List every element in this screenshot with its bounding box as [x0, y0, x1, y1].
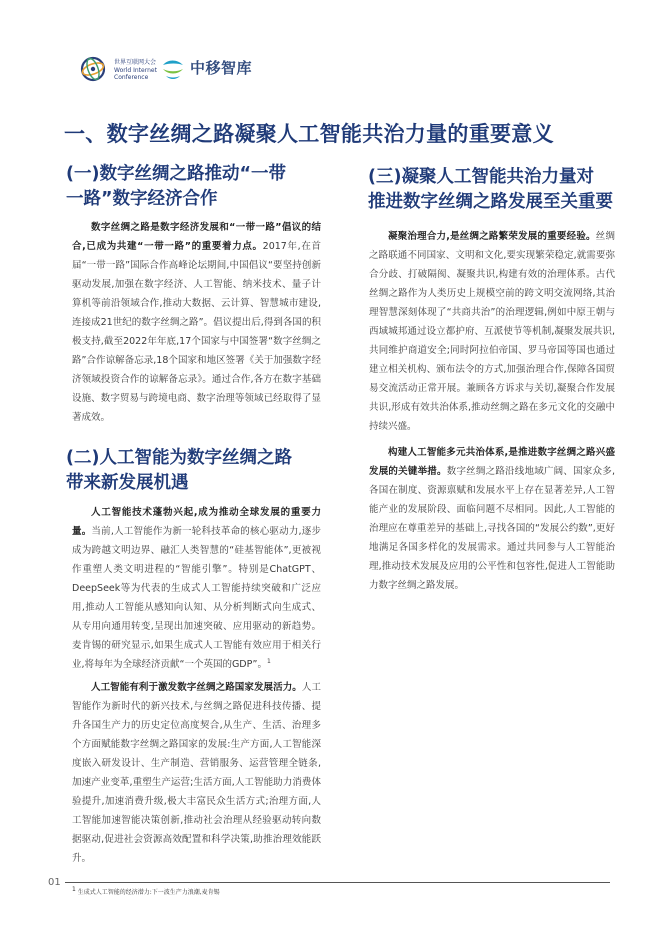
- globe-icon: [78, 54, 108, 84]
- section1-body: 2017年,在首届“一带一路”国际合作高峰论坛期间,中国倡议“要坚持创新驱动发展,加强在数字经济、人工智能、纳米技术、量子计算机等前沿领域合作,推动大数据、云计算、智慧城市建设,连接成21世纪的数字丝绸之路”。倡议提出后,得到各国的积极支持,截至2022年年底,17个国家与中国签署“数字丝绸之路”合作谅解备忘录,18个国家和地区签署《关于加强数字经济领域投资合作的谅解备忘录》。通过合作,各方在数字基础设施、数字贸易与跨境电商、数字治理等领域已经取得了显著成效。: [72, 241, 321, 423]
- footnote-text: 生成式人工智能的经济潜力:下一波生产力浪潮,麦肯锡: [77, 889, 220, 896]
- section2-body-2: 人工智能作为新时代的新兴技术,与丝绸之路促进科技传播、提升各国生产力的历史定位高度契合,从生产、生活、治理多个方面赋能数字丝绸之路国家的发展:生产方面,人工智能深度嵌入研发设计、生产制造、营销服务、运营管理全链条,加速产业变革,重塑生产运营;生活方面,人工智能助力消费体验提升,加速消费升级,极大丰富民众生活方式;治理方面,人工智能加速智能决策创新,推动社会治理从经验驱动转向数据驱动,促进社会资源高效配置和科学决策,助推治理效能跃升。: [72, 682, 321, 864]
- wic-logo-en-2: Conference: [114, 74, 149, 81]
- footnote: [72, 887, 220, 896]
- section3-lead-1: 凝聚治理合力,是丝绸之路繁荣发展的重要经验。: [388, 231, 596, 242]
- section3-title-line2: 推进数字丝绸之路发展至关重要: [368, 192, 613, 212]
- section2-lead-2: 人工智能有利于激发数字丝绸之路国家发展活力。: [91, 682, 302, 693]
- footnote-divider: [65, 882, 610, 883]
- section2-title-line2: 带来新发展机遇: [66, 473, 189, 493]
- page-number: 01: [48, 877, 61, 888]
- section1-paragraph: [72, 218, 321, 427]
- section2-title-line1: (二)人工智能为数字丝绸之路: [66, 448, 292, 468]
- cm-think-tank-logo: [160, 55, 270, 83]
- wic-logo-en-1: World Internet: [114, 66, 157, 74]
- section2-title: [66, 446, 328, 496]
- footnote-ref: 1: [266, 657, 271, 665]
- section3-title-line1: (三)凝聚人工智能共治力量对: [368, 167, 594, 187]
- section2-body-1: 当前,人工智能作为新一轮科技革命的核心驱动力,逐步成为跨越文明边界、融汇人类智慧的“硅基智能体”,更被视作重塑人类文明进程的“智能引擎”。特别是ChatGPT、DeepSeek等为代表的生成式人工智能持续突破和广泛应用,推动人工智能从感知向认知、从分析判断式向生成式、从专用向通用转变,呈现出加速突破、应用驱动的新趋势。麦肯锡的研究显示,如果生成式人工智能有效应用于相关行业,将每年为全球经济贡献“一个英国的GDP”。: [72, 526, 321, 670]
- section1-title: [66, 162, 328, 212]
- section1-title-line2: 一路”数字经济合作: [66, 189, 218, 209]
- section3-paragraph-2: [369, 443, 615, 595]
- section2-paragraph-1: [72, 503, 321, 674]
- section3-body-1: 丝绸之路联通不同国家、文明和文化,要实现繁荣稳定,就需要弥合分歧、打破隔阂、凝聚共识,构建有效的治理体系。古代丝绸之路作为人类历史上规模空前的跨文明交流网络,其治理智慧深刻体现了“共商共治”的治理逻辑,例如中原王朝与西域城邦通过设立都护府、互派使节等机制,凝聚发展共识,共同维护商道安全;同时阿拉伯帝国、罗马帝国等国也通过建立相关机构、颁布法令的方式,加强治理合作,保障各国贸易交流活动正常开展。兼顾各方诉求与关切,凝聚合作发展共识,形成有效共治体系,推动丝绸之路在多元文化的交融中持续兴盛。: [369, 231, 615, 432]
- wic-logo-cn: 世界互联网大会: [114, 59, 157, 66]
- section2-lead-1: 人工智能技术蓬勃兴起,成为推动全球发展的重要力量。: [72, 507, 321, 537]
- section3-lead-2: 构建人工智能多元共治体系,是推进数字丝绸之路兴盛发展的关键举措。: [369, 447, 615, 477]
- section2-paragraph-2: [72, 678, 321, 868]
- section3-title: [368, 165, 638, 215]
- section3-body-2: 数字丝绸之路沿线地域广阔、国家众多,各国在制度、资源禀赋和发展水平上存在显著差异,人工智能产业的发展阶段、面临问题不尽相同。因此,人工智能的治理应在尊重差异的基础上,寻找各国的“发展公约数”,更好地满足各国多样化的发展需求。通过共同参与人工智能治理,推动技术发展及应用的公平性和包容性,促进人工智能助力数字丝绸之路发展。: [369, 466, 615, 591]
- footnote-mark: 1: [72, 886, 76, 893]
- section3-paragraph-1: [369, 227, 615, 436]
- section1-title-line1: (一)数字丝绸之路推动“一带: [66, 164, 286, 184]
- section1-lead: 数字丝绸之路是数字经济发展和“一带一路”倡议的结合,已成为共建“一带一路”的重要着力点。: [72, 222, 321, 252]
- main-title: 一、数字丝绸之路凝聚人工智能共治力量的重要意义: [64, 122, 554, 146]
- china-mobile-icon: [160, 56, 186, 82]
- cm-logo-name: 中移智库: [190, 59, 253, 77]
